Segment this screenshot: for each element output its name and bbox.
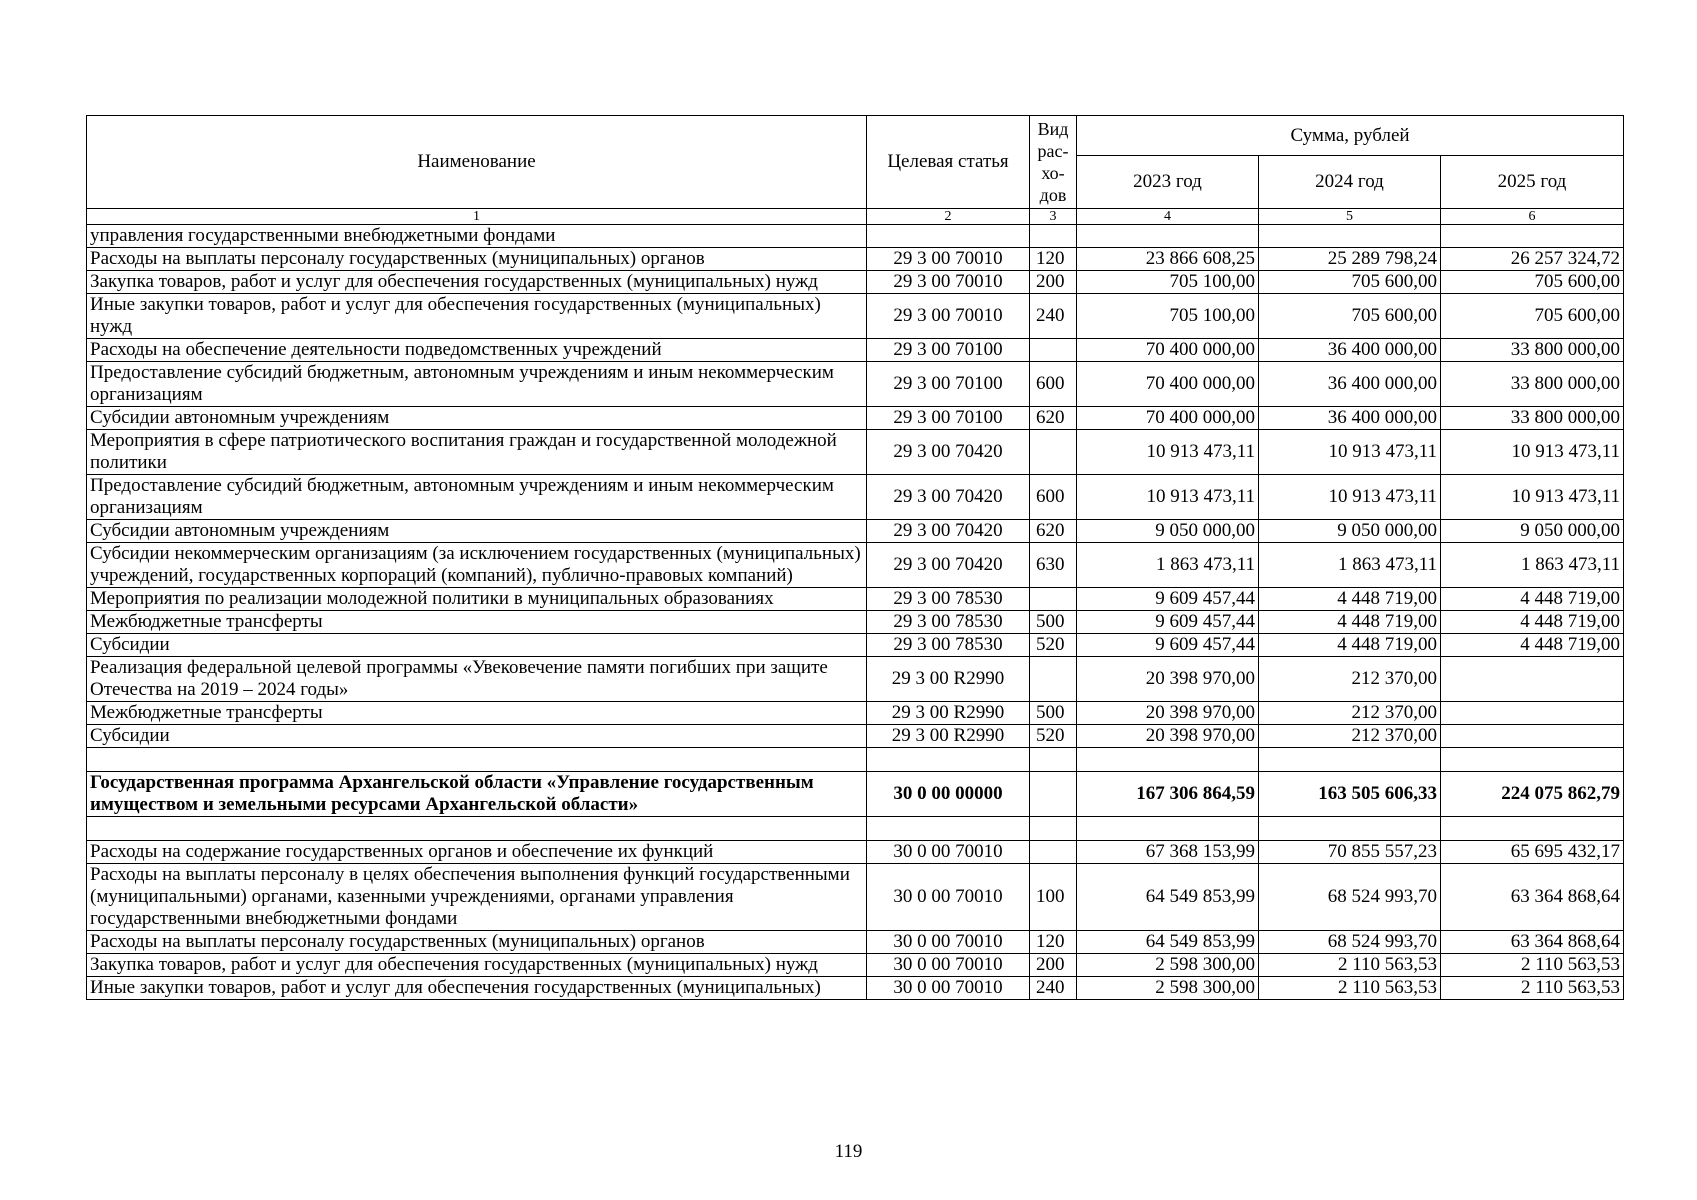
row-target-article: 30 0 00 00000 — [867, 772, 1030, 817]
column-number-row — [87, 209, 1624, 225]
row-sum-2025 — [1441, 817, 1624, 841]
row-sum-2023: 20 398 970,00 — [1077, 725, 1259, 748]
row-expense-type: 630 — [1030, 543, 1077, 588]
row-target-article — [867, 225, 1030, 248]
table-row — [87, 634, 1624, 657]
row-expense-type: 240 — [1030, 977, 1077, 1000]
header-year-2024: 2024 год — [1259, 156, 1441, 209]
row-expense-type: 120 — [1030, 931, 1077, 954]
row-target-article: 29 3 00 70420 — [867, 430, 1030, 475]
row-target-article: 29 3 00 70100 — [867, 407, 1030, 430]
row-sum-2023: 167 306 864,59 — [1077, 772, 1259, 817]
row-name: управления государственными внебюджетными фондами — [87, 225, 867, 248]
row-sum-2023 — [1077, 225, 1259, 248]
row-sum-2025: 4 448 719,00 — [1441, 611, 1624, 634]
row-sum-2023: 70 400 000,00 — [1077, 362, 1259, 407]
table-row — [87, 248, 1624, 271]
row-sum-2023: 9 609 457,44 — [1077, 588, 1259, 611]
row-sum-2025: 4 448 719,00 — [1441, 588, 1624, 611]
row-name: Субсидии автономным учреждениям — [87, 520, 867, 543]
row-name: Расходы на выплаты персоналу государственных (муниципальных) органов — [87, 248, 867, 271]
row-sum-2023: 70 400 000,00 — [1077, 407, 1259, 430]
row-name: Государственная программа Архангельской области «Управление государственным имуществом и земельными ресурсами Архангельской области» — [87, 772, 867, 817]
row-sum-2025: 26 257 324,72 — [1441, 248, 1624, 271]
row-sum-2023: 2 598 300,00 — [1077, 977, 1259, 1000]
row-target-article: 30 0 00 70010 — [867, 977, 1030, 1000]
table-row — [87, 864, 1624, 931]
row-sum-2023: 10 913 473,11 — [1077, 430, 1259, 475]
row-target-article: 29 3 00 70420 — [867, 475, 1030, 520]
row-name: Межбюджетные трансферты — [87, 702, 867, 725]
row-name: Расходы на содержание государственных органов и обеспечение их функций — [87, 841, 867, 864]
row-target-article: 30 0 00 70010 — [867, 841, 1030, 864]
row-sum-2025: 4 448 719,00 — [1441, 634, 1624, 657]
row-sum-2023 — [1077, 817, 1259, 841]
row-expense-type — [1030, 657, 1077, 702]
row-sum-2025: 33 800 000,00 — [1441, 362, 1624, 407]
row-target-article: 29 3 00 70010 — [867, 248, 1030, 271]
table-row — [87, 954, 1624, 977]
table-row — [87, 294, 1624, 339]
row-expense-type: 500 — [1030, 611, 1077, 634]
row-name: Субсидии автономным учреждениям — [87, 407, 867, 430]
row-name: Реализация федеральной целевой программы «Увековечение памяти погибших при защите Отечества на 2019 – 2024 годы» — [87, 657, 867, 702]
row-sum-2024: 36 400 000,00 — [1259, 362, 1441, 407]
row-sum-2024: 68 524 993,70 — [1259, 864, 1441, 931]
row-sum-2024: 10 913 473,11 — [1259, 430, 1441, 475]
table-row — [87, 977, 1624, 1000]
table-row — [87, 725, 1624, 748]
row-sum-2024: 2 110 563,53 — [1259, 954, 1441, 977]
row-sum-2023: 705 100,00 — [1077, 271, 1259, 294]
row-name: Субсидии некоммерческим организациям (за исключением государственных (муниципальных) учреждений, государственных корпораций (компаний), публично-правовых компаний) — [87, 543, 867, 588]
row-sum-2025: 33 800 000,00 — [1441, 407, 1624, 430]
header-target-article: Целевая статья — [867, 116, 1030, 209]
header-year-2023: 2023 год — [1077, 156, 1259, 209]
row-sum-2023: 10 913 473,11 — [1077, 475, 1259, 520]
row-name: Расходы на выплаты персоналу государственных (муниципальных) органов — [87, 931, 867, 954]
table-row — [87, 407, 1624, 430]
row-target-article: 29 3 00 78530 — [867, 611, 1030, 634]
row-name: Мероприятия в сфере патриотического воспитания граждан и государственной молодежной политики — [87, 430, 867, 475]
row-sum-2023: 20 398 970,00 — [1077, 657, 1259, 702]
row-sum-2023 — [1077, 748, 1259, 772]
table-row — [87, 430, 1624, 475]
row-sum-2025: 705 600,00 — [1441, 294, 1624, 339]
row-target-article: 29 3 00 70100 — [867, 339, 1030, 362]
row-expense-type — [1030, 817, 1077, 841]
row-sum-2024: 9 050 000,00 — [1259, 520, 1441, 543]
row-sum-2025: 2 110 563,53 — [1441, 977, 1624, 1000]
row-sum-2023: 67 368 153,99 — [1077, 841, 1259, 864]
row-sum-2023: 2 598 300,00 — [1077, 954, 1259, 977]
budget-table — [86, 115, 1624, 1000]
row-sum-2025: 63 364 868,64 — [1441, 931, 1624, 954]
row-sum-2025: 65 695 432,17 — [1441, 841, 1624, 864]
table-row — [87, 475, 1624, 520]
row-target-article: 29 3 00 78530 — [867, 634, 1030, 657]
row-name: Иные закупки товаров, работ и услуг для обеспечения государственных (муниципальных) — [87, 977, 867, 1000]
row-sum-2024: 163 505 606,33 — [1259, 772, 1441, 817]
row-sum-2024: 212 370,00 — [1259, 702, 1441, 725]
table-row — [87, 841, 1624, 864]
row-sum-2023: 64 549 853,99 — [1077, 864, 1259, 931]
row-expense-type — [1030, 772, 1077, 817]
row-sum-2025 — [1441, 748, 1624, 772]
row-expense-type: 500 — [1030, 702, 1077, 725]
column-number: 4 — [1077, 209, 1259, 225]
row-target-article: 29 3 00 70420 — [867, 543, 1030, 588]
row-name: Субсидии — [87, 634, 867, 657]
row-sum-2025 — [1441, 702, 1624, 725]
row-sum-2024: 212 370,00 — [1259, 725, 1441, 748]
row-target-article — [867, 748, 1030, 772]
row-sum-2025 — [1441, 725, 1624, 748]
row-target-article: 29 3 00 78530 — [867, 588, 1030, 611]
row-sum-2024: 36 400 000,00 — [1259, 339, 1441, 362]
header-year-2025: 2025 год — [1441, 156, 1624, 209]
row-expense-type — [1030, 841, 1077, 864]
row-expense-type: 620 — [1030, 520, 1077, 543]
row-expense-type: 100 — [1030, 864, 1077, 931]
row-sum-2024: 25 289 798,24 — [1259, 248, 1441, 271]
row-expense-type: 600 — [1030, 475, 1077, 520]
row-name: Межбюджетные трансферты — [87, 611, 867, 634]
row-name: Предоставление субсидий бюджетным, автономным учреждениям и иным некоммерческим организациям — [87, 362, 867, 407]
row-sum-2024: 212 370,00 — [1259, 657, 1441, 702]
row-name: Субсидии — [87, 725, 867, 748]
row-expense-type: 520 — [1030, 634, 1077, 657]
row-sum-2023: 9 609 457,44 — [1077, 611, 1259, 634]
table-row — [87, 702, 1624, 725]
row-sum-2024: 4 448 719,00 — [1259, 634, 1441, 657]
row-sum-2024: 1 863 473,11 — [1259, 543, 1441, 588]
row-sum-2024: 4 448 719,00 — [1259, 611, 1441, 634]
table-row — [87, 611, 1624, 634]
row-sum-2025 — [1441, 657, 1624, 702]
table-row — [87, 748, 1624, 772]
row-target-article: 29 3 00 R2990 — [867, 657, 1030, 702]
row-expense-type — [1030, 339, 1077, 362]
row-name: Закупка товаров, работ и услуг для обеспечения государственных (муниципальных) нужд — [87, 954, 867, 977]
row-expense-type: 620 — [1030, 407, 1077, 430]
row-name: Иные закупки товаров, работ и услуг для обеспечения государственных (муниципальных) нужд — [87, 294, 867, 339]
table-row — [87, 588, 1624, 611]
table-row — [87, 362, 1624, 407]
row-expense-type — [1030, 430, 1077, 475]
row-target-article: 29 3 00 R2990 — [867, 725, 1030, 748]
row-sum-2025: 1 863 473,11 — [1441, 543, 1624, 588]
row-sum-2024: 36 400 000,00 — [1259, 407, 1441, 430]
row-sum-2023: 20 398 970,00 — [1077, 702, 1259, 725]
row-target-article: 29 3 00 70100 — [867, 362, 1030, 407]
header-expense-type: Вид рас- хо- дов — [1030, 116, 1077, 209]
row-sum-2025: 10 913 473,11 — [1441, 475, 1624, 520]
row-sum-2024: 705 600,00 — [1259, 271, 1441, 294]
column-number: 3 — [1030, 209, 1077, 225]
table-row — [87, 543, 1624, 588]
table-row — [87, 817, 1624, 841]
row-sum-2024 — [1259, 225, 1441, 248]
row-target-article — [867, 817, 1030, 841]
row-name: Расходы на обеспечение деятельности подведомственных учреждений — [87, 339, 867, 362]
row-sum-2023: 1 863 473,11 — [1077, 543, 1259, 588]
row-sum-2025: 9 050 000,00 — [1441, 520, 1624, 543]
row-target-article: 30 0 00 70010 — [867, 954, 1030, 977]
row-name: Мероприятия по реализации молодежной политики в муниципальных образованиях — [87, 588, 867, 611]
row-expense-type — [1030, 588, 1077, 611]
row-target-article: 29 3 00 70010 — [867, 294, 1030, 339]
row-sum-2025: 705 600,00 — [1441, 271, 1624, 294]
row-sum-2025: 2 110 563,53 — [1441, 954, 1624, 977]
row-target-article: 30 0 00 70010 — [867, 931, 1030, 954]
table-row — [87, 225, 1624, 248]
row-expense-type: 240 — [1030, 294, 1077, 339]
row-expense-type: 200 — [1030, 954, 1077, 977]
table-row — [87, 772, 1624, 817]
row-target-article: 29 3 00 70010 — [867, 271, 1030, 294]
row-name — [87, 817, 867, 841]
row-expense-type — [1030, 748, 1077, 772]
row-sum-2024: 70 855 557,23 — [1259, 841, 1441, 864]
header-sum: Сумма, рублей — [1077, 116, 1624, 156]
row-sum-2025: 10 913 473,11 — [1441, 430, 1624, 475]
header-name: Наименование — [87, 116, 867, 209]
row-sum-2025 — [1441, 225, 1624, 248]
column-number: 5 — [1259, 209, 1441, 225]
row-expense-type: 120 — [1030, 248, 1077, 271]
table-row — [87, 657, 1624, 702]
row-expense-type: 600 — [1030, 362, 1077, 407]
table-row — [87, 520, 1624, 543]
column-number: 6 — [1441, 209, 1624, 225]
table-body — [87, 225, 1624, 1000]
row-target-article: 30 0 00 70010 — [867, 864, 1030, 931]
page-number: 119 — [834, 1141, 863, 1162]
row-target-article: 29 3 00 70420 — [867, 520, 1030, 543]
row-expense-type: 520 — [1030, 725, 1077, 748]
row-sum-2024: 4 448 719,00 — [1259, 588, 1441, 611]
row-sum-2023: 9 050 000,00 — [1077, 520, 1259, 543]
table-header — [87, 116, 1624, 225]
row-sum-2024: 2 110 563,53 — [1259, 977, 1441, 1000]
row-sum-2023: 705 100,00 — [1077, 294, 1259, 339]
column-number: 2 — [867, 209, 1030, 225]
row-sum-2023: 23 866 608,25 — [1077, 248, 1259, 271]
row-sum-2025: 63 364 868,64 — [1441, 864, 1624, 931]
column-number: 1 — [87, 209, 867, 225]
table-row — [87, 931, 1624, 954]
row-sum-2023: 9 609 457,44 — [1077, 634, 1259, 657]
row-name: Закупка товаров, работ и услуг для обеспечения государственных (муниципальных) нужд — [87, 271, 867, 294]
row-sum-2025: 33 800 000,00 — [1441, 339, 1624, 362]
row-sum-2023: 64 549 853,99 — [1077, 931, 1259, 954]
row-sum-2023: 70 400 000,00 — [1077, 339, 1259, 362]
row-name: Расходы на выплаты персоналу в целях обеспечения выполнения функций государственными (муниципальными) органами, казенными учреждениями, органами управления государственными внебюджетными фондами — [87, 864, 867, 931]
row-sum-2024: 68 524 993,70 — [1259, 931, 1441, 954]
row-target-article: 29 3 00 R2990 — [867, 702, 1030, 725]
row-name: Предоставление субсидий бюджетным, автономным учреждениям и иным некоммерческим организациям — [87, 475, 867, 520]
row-sum-2025: 224 075 862,79 — [1441, 772, 1624, 817]
table-row — [87, 339, 1624, 362]
row-expense-type: 200 — [1030, 271, 1077, 294]
row-sum-2024 — [1259, 748, 1441, 772]
table-row — [87, 271, 1624, 294]
row-sum-2024: 10 913 473,11 — [1259, 475, 1441, 520]
row-name — [87, 748, 867, 772]
row-expense-type — [1030, 225, 1077, 248]
row-sum-2024 — [1259, 817, 1441, 841]
row-sum-2024: 705 600,00 — [1259, 294, 1441, 339]
